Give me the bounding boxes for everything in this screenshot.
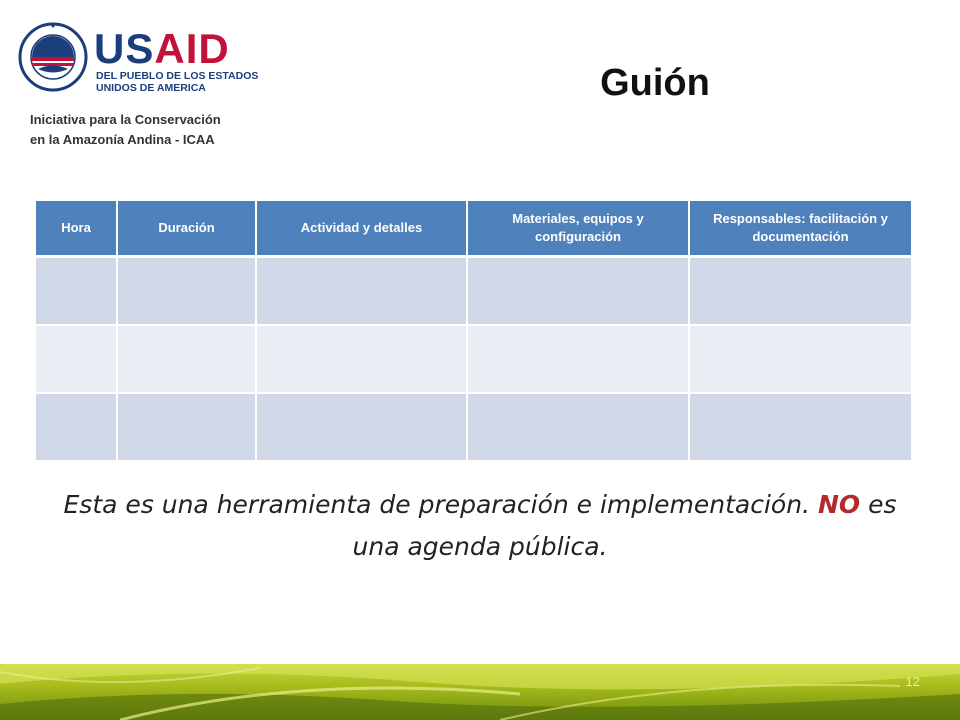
header-responsables: Responsables: facilitación y documentación xyxy=(689,201,912,257)
table-cell[interactable] xyxy=(117,325,256,393)
usaid-subtitle: DEL PUEBLO DE LOS ESTADOS UNIDOS DE AMERICA xyxy=(96,70,259,94)
header-materiales: Materiales, equipos y configuración xyxy=(467,201,689,257)
table-cell[interactable] xyxy=(467,325,689,393)
leaf-texture-image xyxy=(0,664,960,720)
table-cell[interactable] xyxy=(36,257,117,326)
table-cell[interactable] xyxy=(256,257,467,326)
header-hora: Hora xyxy=(36,201,117,257)
usaid-seal-icon xyxy=(18,22,88,92)
usaid-aid: AID xyxy=(154,25,230,72)
header-actividad: Actividad y detalles xyxy=(256,201,467,257)
table-cell[interactable] xyxy=(467,393,689,461)
usaid-us: US xyxy=(94,25,155,72)
note-text-1: Esta es una herramienta de preparación e implementación. xyxy=(63,490,818,519)
table-cell[interactable] xyxy=(689,257,912,326)
page-number: 12 xyxy=(905,674,920,689)
note-emphasis: NO xyxy=(817,490,861,519)
table-cell[interactable] xyxy=(689,393,912,461)
initiative-name: Iniciativa para la Conservación en la Amazonía Andina - ICAA xyxy=(30,112,221,147)
usaid-logo xyxy=(18,22,318,152)
slide-title: Guión xyxy=(600,62,710,104)
table-header-row xyxy=(36,201,912,257)
table-cell[interactable] xyxy=(256,325,467,393)
table-row xyxy=(36,257,912,326)
usaid-wordmark xyxy=(94,25,230,72)
footer-leaf-band xyxy=(0,664,960,720)
table-cell[interactable] xyxy=(36,325,117,393)
table-cell[interactable] xyxy=(256,393,467,461)
header-duracion: Duración xyxy=(117,201,256,257)
table-cell[interactable] xyxy=(689,325,912,393)
table-cell[interactable] xyxy=(117,257,256,326)
table-cell[interactable] xyxy=(36,393,117,461)
guion-table xyxy=(36,201,913,462)
table-cell[interactable] xyxy=(467,257,689,326)
table-row xyxy=(36,393,912,461)
table-cell[interactable] xyxy=(117,393,256,461)
table-row xyxy=(36,325,912,393)
tool-note xyxy=(60,484,900,568)
note-text-2: es una agenda pública. xyxy=(352,490,897,561)
